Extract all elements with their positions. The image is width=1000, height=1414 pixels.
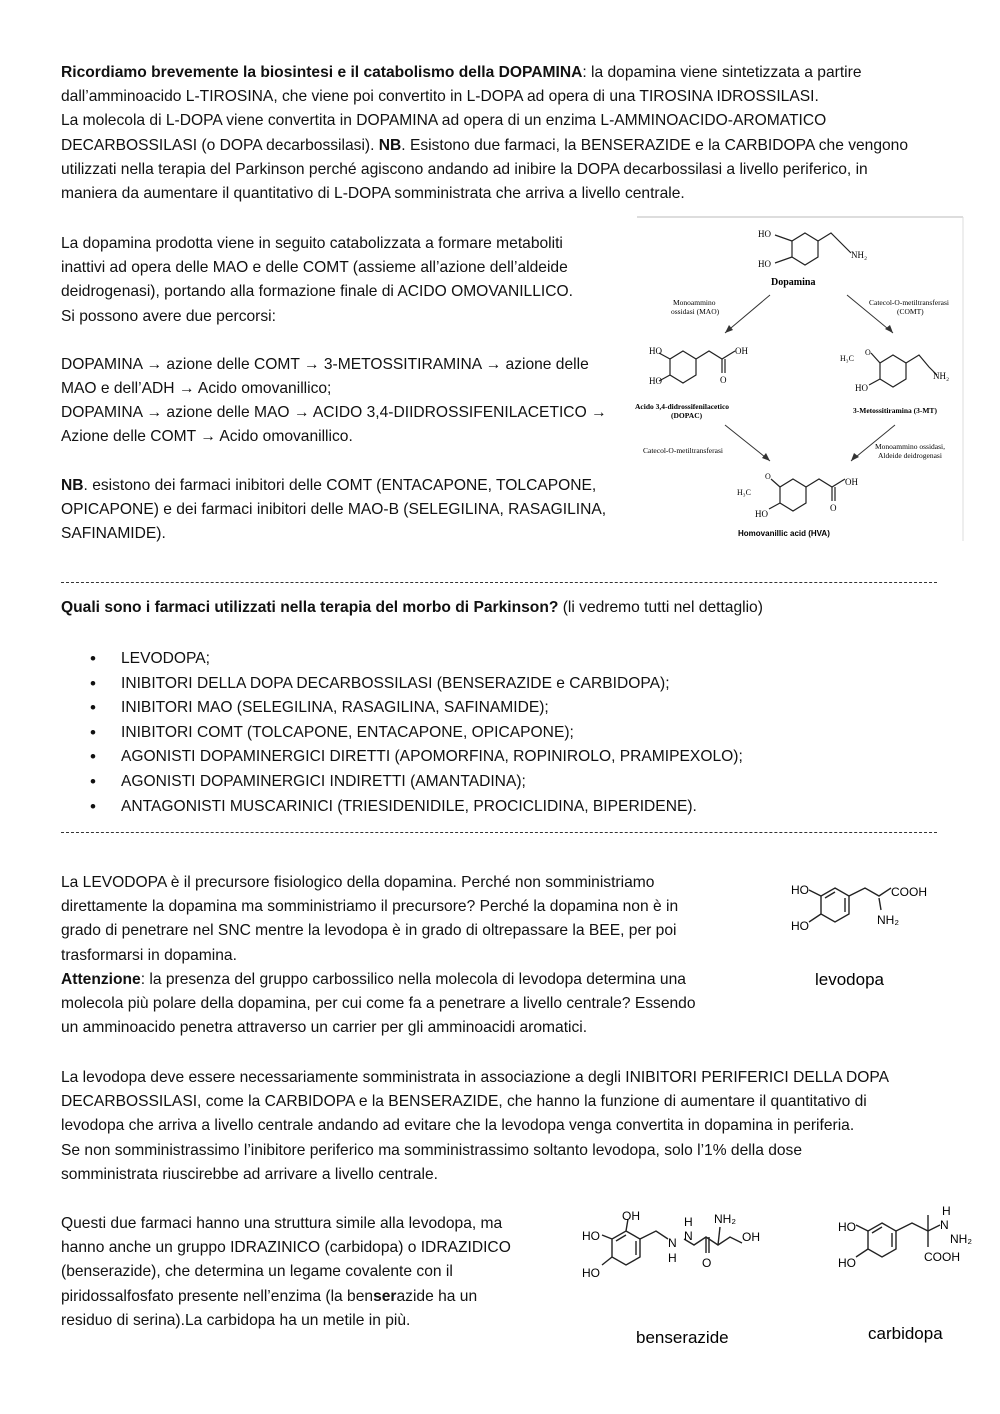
inhibitors-line: Se non somministrassimo l’inibitore periferico ma somministrassimo soltanto levodopa, solo l’1% della dose <box>61 1141 803 1159</box>
question-bold: Quali sono i farmaci utilizzati nella terapia del morbo di Parkinson? <box>61 599 559 616</box>
drugs-list <box>61 647 743 819</box>
benserazide-label: benserazide <box>636 1328 729 1347</box>
ho-label: HO <box>838 1220 856 1234</box>
ho-label: HO <box>791 919 809 933</box>
ser-bold: ser <box>373 1287 397 1305</box>
nb-label: NB <box>378 136 402 154</box>
comt-label: Catecol-O-metiltransferasi (COMT) <box>869 298 949 316</box>
nh2-label: NH₂ <box>933 371 950 381</box>
n-label: N <box>684 1229 693 1243</box>
intro-line: : la dopamina viene sintetizzata a partire <box>582 64 862 81</box>
attention-text: un amminoacido penetra attraverso un carrier per gli amminoacidi aromatici. <box>61 1019 588 1037</box>
nb-text: . esistono dei farmaci inibitori delle COMT (ENTACAPONE, TOLCAPONE, <box>83 476 597 494</box>
intro-line: maniera da aumentare il quantitativo di L-DOPA somministrata che arriva a livello centrale. <box>61 185 685 203</box>
ho-label: HO <box>755 509 768 519</box>
drugs-question <box>61 596 763 620</box>
o-label: O <box>865 348 871 357</box>
ho-label: HO <box>838 1256 856 1270</box>
cooh-label: COOH <box>924 1250 960 1264</box>
oh-label: OH <box>845 477 858 487</box>
nh2-label: NH₂ <box>950 1232 972 1246</box>
carbidopa-structure <box>832 1205 982 1355</box>
intro-paragraph <box>61 61 908 206</box>
attention-text: molecola più polare della dopamina, per cui come fa a penetrare a livello centrale? Essendo <box>61 995 696 1013</box>
carbidopa-label: carbidopa <box>868 1324 943 1343</box>
levodopa-line: trasformarsi in dopamina. <box>61 946 237 964</box>
h-label: H <box>942 1205 951 1218</box>
list-item: • LEVODOPA; <box>61 647 743 672</box>
levodopa-paragraph <box>61 871 761 1040</box>
o-label: O <box>702 1256 712 1270</box>
oh-label: OH <box>742 1230 760 1244</box>
dopamine-catabolism-diagram <box>625 213 965 543</box>
list-item: • ANTAGONISTI MUSCARINICI (TRIESIDENIDILE, PROCICLIDINA, BIPERIDENE). <box>61 795 743 820</box>
catabolism-line: deidrogenasi), portando alla formazione finale di ACIDO OMOVANILLICO. <box>61 283 573 301</box>
separator <box>61 582 937 583</box>
o-label: O <box>830 503 837 513</box>
levodopa-structure <box>785 876 945 996</box>
attention-label: Attenzione <box>61 970 141 988</box>
dopamine-label: Dopamina <box>771 277 816 288</box>
levodopa-line: La LEVODOPA è il precursore fisiologico della dopamina. Perché non somministriamo <box>61 874 655 891</box>
list-item: • INIBITORI DELLA DOPA DECARBOSSILASI (BENSERAZIDE e CARBIDOPA); <box>61 672 743 697</box>
inhibitors-paragraph <box>61 1066 889 1187</box>
ho-label: HO <box>582 1229 600 1243</box>
ho-label: HO <box>758 259 771 269</box>
pathway-2: DOPAMINA → azione delle MAO → ACIDO 3,4-DIIDROSSIFENILACETICO → <box>61 404 607 422</box>
list-item: • AGONISTI DOPAMINERGICI DIRETTI (APOMORFINA, ROPINIROLO, PRAMIPEXOLO); <box>61 745 743 770</box>
intro-line: dall’amminoacido L-TIROSINA, che viene poi convertito in L-DOPA ad opera di una TIROSINA IDROSSILASI. <box>61 88 819 106</box>
pathway-2: Azione delle COMT → Acido omovanillico. <box>61 428 353 446</box>
separator <box>61 832 937 833</box>
h-label: H <box>668 1251 677 1265</box>
mao-label: Monoammino ossidasi (MAO) <box>671 298 720 316</box>
catabolism-line: Si possono avere due percorsi: <box>61 307 276 325</box>
structures-line: azide ha un <box>396 1287 478 1305</box>
h3c-label: H₃C <box>737 488 751 497</box>
question-note: (li vedremo tutti nel dettaglio) <box>558 599 763 616</box>
intro-line: utilizzati nella terapia del Parkinson perché agiscono andando ad inibire la DOPA decarbossilasi a livello periferico, in <box>61 160 868 178</box>
ho-label: HO <box>582 1266 600 1280</box>
intro-line: DECARBOSSILASI (o DOPA decarbossilasi). <box>61 136 379 154</box>
inhibitors-line: La levodopa deve essere necessariamente somministrata in associazione a degli INIBITORI PERIFERICI DELLA DOPA <box>61 1069 890 1086</box>
nb-label: NB <box>61 476 84 494</box>
structures-line: hanno anche un gruppo IDRAZINICO (carbidopa) o IDRAZIDICO <box>61 1239 511 1257</box>
structures-line: residuo di serina).La carbidopa ha un metile in più. <box>61 1311 411 1329</box>
mt-structure <box>869 353 937 387</box>
catabolism-line: La dopamina prodotta viene in seguito catabolizzata a formare metaboliti <box>61 235 563 252</box>
ho-label: HO <box>855 383 868 393</box>
catabolism-paragraph <box>61 232 626 546</box>
dopamine-structure <box>775 233 851 265</box>
inhibitors-line: DECARBOSSILASI, come la CARBIDOPA e la BENSERAZIDE, che hanno la funzione di aumentare il quantitativo di <box>61 1093 867 1111</box>
intro-bold: Ricordiamo brevemente la biosintesi e il catabolismo della DOPAMINA <box>61 64 583 81</box>
structures-paragraph <box>61 1212 561 1333</box>
o-label: O <box>765 472 771 481</box>
ho-label: HO <box>649 346 662 356</box>
nb-text: SAFINAMIDE). <box>61 525 166 543</box>
levodopa-line: grado di penetrare nel SNC mentre la levodopa è in grado di oltrepassare la BEE, per poi <box>61 922 677 940</box>
n-label: N <box>668 1236 677 1250</box>
structures-line: piridossalfosfato presente nell’enzima (la ben <box>61 1287 374 1305</box>
comt-label: Catecol-O-metiltransferasi <box>643 446 723 455</box>
levodopa-label: levodopa <box>815 970 885 989</box>
ho-label: HO <box>758 229 771 239</box>
list-item: • INIBITORI MAO (SELEGILINA, RASAGILINA, SAFINAMIDE); <box>61 696 743 721</box>
mt-label: 3-Metossitiramina (3-MT) <box>853 406 937 415</box>
h-label: H <box>684 1215 693 1229</box>
dopac-label: Acido 3,4-didrossifenilacetico (DOPAC) <box>635 402 730 420</box>
nh2-label: NH₂ <box>714 1212 736 1226</box>
ho-label: HO <box>649 376 662 386</box>
nh2-label: NH₂ <box>851 250 868 260</box>
pathway-1: MAO e dell’ADH → Acido omovanillico; <box>61 380 332 398</box>
list-item: • INIBITORI COMT (TOLCAPONE, ENTACAPONE, OPICAPONE); <box>61 721 743 746</box>
intro-line: . Esistono due farmaci, la BENSERAZIDE e la CARBIDOPA che vengono <box>401 136 909 154</box>
nh2-label: NH₂ <box>877 913 899 927</box>
nb-text: OPICAPONE) e dei farmaci inibitori delle MAO-B (SELEGILINA, RASAGILINA, <box>61 500 607 518</box>
levodopa-line: direttamente la dopamina ma somministriamo il precursore? Perché la dopamina non è in <box>61 898 679 916</box>
attention-text: : la presenza del gruppo carbossilico nella molecola di levodopa determina una <box>140 970 686 988</box>
oh-label: OH <box>622 1209 640 1223</box>
cooh-label: COOH <box>891 885 927 899</box>
o-label: O <box>720 375 727 385</box>
list-item: • AGONISTI DOPAMINERGICI INDIRETTI (AMANTADINA); <box>61 770 743 795</box>
inhibitors-line: somministrata riuscirebbe ad arrivare a livello centrale. <box>61 1165 438 1183</box>
mao-adh-label: Monoammino ossidasi, Aldeide deidrogenasi <box>875 442 946 460</box>
catabolism-line: inattivi ad opera delle MAO e delle COMT (assieme all’azione dell’aldeide <box>61 259 568 277</box>
oh-label: OH <box>735 346 748 356</box>
structures-line: Questi due farmaci hanno una struttura simile alla levodopa, ma <box>61 1215 503 1232</box>
hva-label: Homovanillic acid (HVA) <box>738 529 830 538</box>
pathway-1: DOPAMINA → azione delle COMT → 3-METOSSITIRAMINA → azione delle <box>61 355 589 373</box>
benserazide-structure <box>580 1205 780 1355</box>
intro-line: La molecola di L-DOPA viene convertita in DOPAMINA ad opera di un enzima L-AMMINOACIDO-AROMATICO <box>61 112 827 130</box>
inhibitors-line: levodopa che arriva a livello centrale andando ad evitare che la levodopa venga convertita in dopamina in periferia. <box>61 1117 855 1135</box>
h3c-label: H₃C <box>840 354 854 363</box>
structures-line: (benserazide), che determina un legame covalente con il <box>61 1263 453 1281</box>
ho-label: HO <box>791 883 809 897</box>
n-label: N <box>940 1218 949 1232</box>
